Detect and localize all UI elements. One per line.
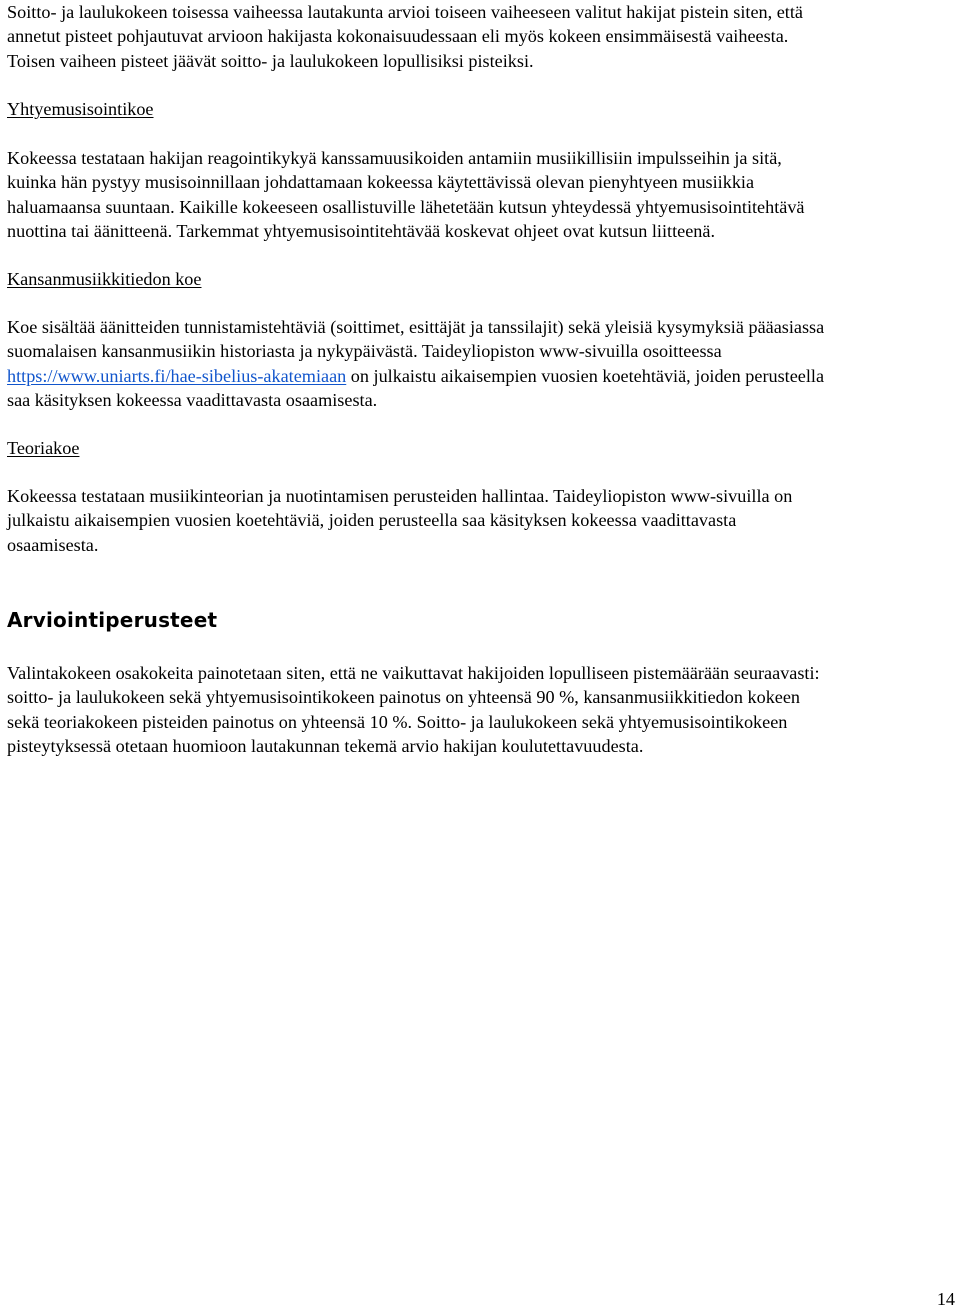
paragraph-line: kuinka hän pystyy musisoinnillaan johdattamaan kokeessa käytettävissä olevan pienyhtyeen musiikkia — [7, 172, 755, 193]
yhtyemusisointikoe-paragraph — [7, 146, 805, 244]
kansanmusiikkitiedon-koe-paragraph — [7, 315, 824, 413]
paragraph-line: soitto- ja laulukokeen sekä yhtyemusisointikokeen painotus on yhteensä 90 %, kansanmusiikkitiedon kokeen — [7, 687, 801, 708]
paragraph-line: osaamisesta. — [7, 534, 99, 555]
paragraph-line-with-link — [7, 364, 824, 388]
section-heading-kansanmusiikkitiedon-koe: Kansanmusiikkitiedon koe — [7, 269, 202, 289]
paragraph-line: suomalaisen kansanmusiikin historiasta ja nykypäivästä. Taideyliopiston www-sivuilla osoitteessa — [7, 341, 722, 362]
section-title-arviointiperusteet: Arviointiperusteet — [7, 608, 218, 632]
paragraph-line: sekä teoriakokeen pisteiden painotus on yhteensä 10 %. Soitto- ja laulukokeen sekä yhtyemusisointikokeen — [7, 711, 788, 732]
link-trailing-text: on julkaistu aikaisempien vuosien koetehtäviä, joiden perusteella — [346, 365, 825, 386]
arviointiperusteet-paragraph — [7, 661, 820, 759]
uniarts-link[interactable]: https://www.uniarts.fi/hae-sibelius-akatemiaan — [7, 365, 347, 386]
section-heading-teoriakoe: Teoriakoe — [7, 438, 80, 458]
intro-line: annetut pisteet pohjautuvat arvioon hakijasta kokonaisuudessaan eli myös kokeen ensimmäisestä vaiheesta. — [7, 26, 789, 47]
paragraph-line: saa käsityksen kokeessa vaadittavasta osaamisesta. — [7, 390, 378, 411]
paragraph-line: Kokeessa testataan musiikinteorian ja nuotintamisen perusteiden hallintaa. Taideyliopiston www-sivuilla on — [7, 486, 793, 506]
paragraph-line: Koe sisältää äänitteiden tunnistamistehtäviä (soittimet, esittäjät ja tanssilajit) sekä yleisiä kysymyksiä pääasiassa — [7, 317, 825, 337]
teoriakoe-paragraph — [7, 484, 792, 557]
paragraph-line: pisteytyksessä otetaan huomioon lautakunnan tekemä arvio hakijan koulutettavuudesta. — [7, 736, 644, 757]
paragraph-line: Kokeessa testataan hakijan reagointikykyä kanssamuusikoiden antamiin musiikillisiin impulsseihin ja sitä, — [7, 148, 782, 168]
intro-line: Toisen vaiheen pisteet jäävät soitto- ja laulukokeen lopullisiksi pisteiksi. — [7, 50, 534, 71]
page-number: 14 — [936, 1289, 955, 1309]
paragraph-line: julkaistu aikaisempien vuosien koetehtäviä, joiden perusteella saa käsityksen kokeessa vaadittavasta — [7, 510, 737, 531]
paragraph-line: haluamaansa suuntaan. Kaikille kokeeseen osallistuville lähetetään kutsun yhteydessä yhtyemusisointitehtävä — [7, 196, 805, 217]
section-heading-yhtyemusisointikoe: Yhtyemusisointikoe — [7, 99, 154, 119]
paragraph-line: nuottina tai äänitteenä. Tarkemmat yhtyemusisointitehtävää koskevat ohjeet ovat kutsun liitteenä. — [7, 221, 716, 242]
paragraph-line: Valintakokeen osakokeita painotetaan siten, että ne vaikuttavat hakijoiden lopulliseen pistemäärään seuraavasti: — [7, 663, 820, 683]
intro-paragraph — [7, 0, 803, 73]
intro-line: Soitto- ja laulukokeen toisessa vaiheessa lautakunta arvioi toiseen vaiheeseen valitut hakijat pistein siten, että — [7, 2, 803, 22]
